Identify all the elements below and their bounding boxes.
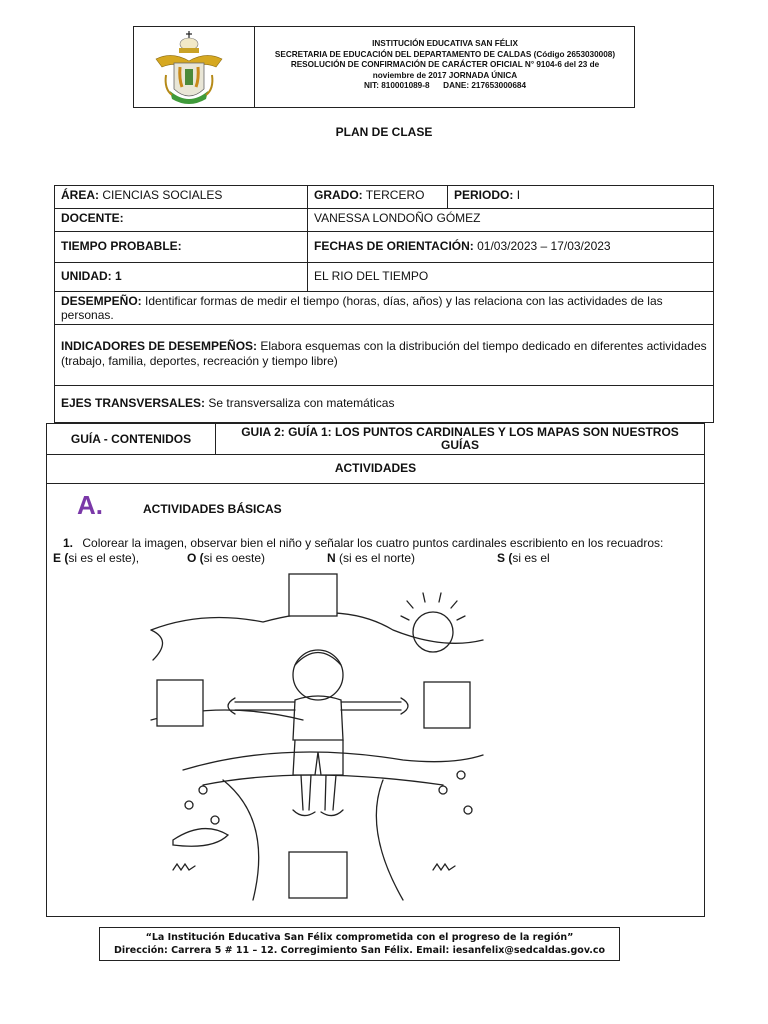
- header-line: NIT: 810001089-8 DANE: 217653000684: [363, 81, 527, 90]
- header-text-block: [256, 39, 634, 92]
- header-line: INSTITUCIÓN EDUCATIVA SAN FÉLIX: [372, 39, 518, 48]
- north-answer-box[interactable]: [289, 574, 337, 616]
- grado-value: TERCERO: [365, 188, 425, 202]
- area-cell: [54, 185, 308, 209]
- tiempo-label: TIEMPO PROBABLE:: [61, 239, 182, 253]
- area-value: CIENCIAS SOCIALES: [102, 188, 223, 202]
- guia-title-line2: GUÍAS: [440, 438, 479, 452]
- n-text: (si es el norte): [339, 551, 416, 565]
- desempeno-label: DESEMPEÑO:: [61, 294, 142, 308]
- fechas-label: FECHAS DE ORIENTACIÓN:: [314, 239, 474, 253]
- section-title: ACTIVIDADES BÁSICAS: [143, 502, 282, 516]
- fechas-cell: [307, 231, 714, 263]
- east-answer-box[interactable]: [424, 682, 470, 728]
- grado-label: GRADO:: [314, 188, 363, 202]
- contenidos-cell: [46, 423, 216, 455]
- ejes-cell: [54, 385, 714, 423]
- contenidos-label: GUÍA - CONTENIDOS: [70, 432, 192, 446]
- desempeno-value: Identificar formas de medir el tiempo (horas, días, años) y las relaciona con las actividades de las personas.: [61, 294, 663, 322]
- fechas-value: 01/03/2023 – 17/03/2023: [477, 239, 611, 253]
- area-label: ÁREA:: [61, 188, 99, 202]
- unidad-value-cell: [307, 262, 714, 292]
- grado-cell: [307, 185, 448, 209]
- boy-compass-illustration: [143, 570, 493, 910]
- item-number: 1.: [63, 536, 74, 550]
- s-text: si es el: [512, 551, 550, 565]
- activities-body: [46, 483, 705, 917]
- section-letter: A.: [77, 490, 103, 520]
- unidad-label: UNIDAD: 1: [61, 269, 122, 283]
- header-line: RESOLUCIÓN DE CONFIRMACIÓN DE CARÁCTER OFICIAL N° 9104-6 del 23 de: [290, 60, 600, 69]
- school-crest-logo: [146, 29, 232, 107]
- south-answer-box[interactable]: [289, 852, 347, 898]
- unidad-cell: [54, 262, 308, 292]
- periodo-value: I: [516, 188, 521, 202]
- west-answer-box[interactable]: [157, 680, 203, 726]
- tiempo-cell: [54, 231, 308, 263]
- item-text: Colorear la imagen, observar bien el niño y señalar los cuatro puntos cardinales escribiento en los recuadros:: [82, 536, 664, 550]
- docente-label: DOCENTE:: [61, 211, 124, 225]
- docente-label-cell: [54, 208, 308, 232]
- guia-title-line1: GUIA 2: GUÍA 1: LOS PUNTOS CARDINALES Y LOS MAPAS SON NUESTROS: [241, 425, 679, 439]
- o-label: O (: [187, 551, 204, 565]
- footer-motto: “La Institución Educativa San Félix comprometida con el progreso de la región”: [145, 932, 574, 943]
- ejes-label: EJES TRANSVERSALES:: [61, 396, 206, 410]
- unidad-value: EL RIO DEL TIEMPO: [314, 269, 429, 283]
- page-title: PLAN DE CLASE: [335, 125, 433, 139]
- indicadores-label: INDICADORES DE DESEMPEÑOS:: [61, 339, 258, 353]
- s-label: S (: [497, 551, 513, 565]
- institution-header: [133, 26, 635, 108]
- indicadores-cell: [54, 324, 714, 386]
- e-text: si es el este),: [68, 551, 140, 565]
- desempeno-cell: [54, 291, 714, 325]
- header-line: SECRETARIA DE EDUCACIÓN DEL DEPARTAMENTO DE CALDAS (Código 2653030008): [274, 49, 616, 59]
- docente-value-cell: [307, 208, 714, 232]
- actividades-header-cell: [46, 454, 705, 484]
- header-line: noviembre de 2017 JORNADA ÚNICA: [372, 70, 518, 80]
- n-label: N: [327, 551, 336, 565]
- periodo-cell: [447, 185, 714, 209]
- cardinal-legend: [53, 551, 703, 565]
- footer-address: Dirección: Carrera 5 # 11 – 12. Corregimiento San Félix. Email: iesanfelix@sedcaldas.gov.co: [113, 945, 606, 956]
- indicadores-value: Elabora esquemas con la distribución del tiempo dedicado en diferentes actividades (trabajo, familia, deportes, recreación y tiempo libre): [61, 339, 707, 368]
- periodo-label: PERIODO:: [454, 188, 514, 202]
- header-divider: [254, 27, 255, 107]
- footer-box: [99, 927, 620, 961]
- activity-item-1: [63, 536, 703, 550]
- e-label: E (: [53, 551, 69, 565]
- actividades-label: ACTIVIDADES: [334, 461, 417, 475]
- docente-value: VANESSA LONDOÑO GÓMEZ: [314, 211, 481, 225]
- ejes-value: Se transversaliza con matemáticas: [208, 396, 395, 410]
- o-text: si es oeste): [203, 551, 266, 565]
- guia-title-cell: [215, 423, 705, 455]
